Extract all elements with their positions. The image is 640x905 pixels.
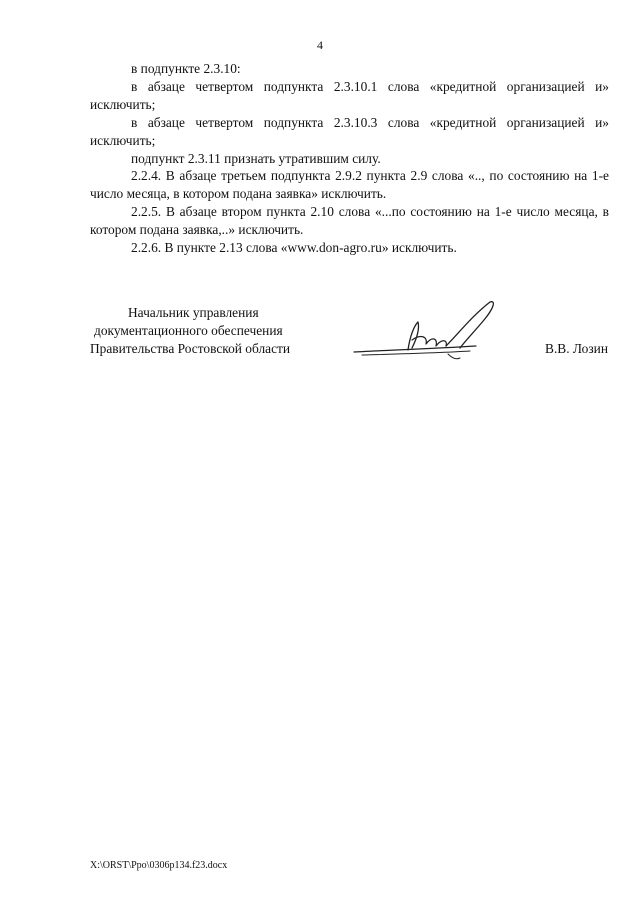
paragraph: 2.2.6. В пункте 2.13 слова «www.don-agro.ru» исключить. xyxy=(131,240,457,256)
position-line: Начальник управления xyxy=(128,305,259,320)
paragraph: в абзаце четвертом подпункта 2.3.10.1 слова «кредитной организацией и» исключить; xyxy=(90,78,609,112)
position-line: Правительства Ростовской области xyxy=(90,340,291,356)
file-path: X:\ORST\Ppo\0306p134.f23.docx xyxy=(90,860,228,871)
handwritten-signature xyxy=(348,296,508,366)
paragraph: в абзаце четвертом подпункта 2.3.10.3 слова «кредитной организацией и» исключить; xyxy=(90,114,609,148)
paragraph: 2.2.4. В абзаце третьем подпункта 2.9.2 пункта 2.9 слова «.., по состоянию на 1-е число месяца, в котором подана заявка» исключить. xyxy=(90,168,609,202)
page-number: 4 xyxy=(317,38,323,52)
paragraph: в подпункте 2.3.10: xyxy=(131,61,241,76)
document-body xyxy=(90,60,609,257)
signatory-name: В.В. Лозин xyxy=(545,341,608,356)
signatory-position xyxy=(90,304,290,358)
position-line: документационного обеспечения xyxy=(94,322,283,338)
paragraph: подпункт 2.3.11 признать утратившим силу. xyxy=(131,150,381,166)
paragraph: 2.2.5. В абзаце втором пункта 2.10 слова «...по состоянию на 1-е число месяца, в котором подана заявка,..» исключить. xyxy=(90,204,609,238)
